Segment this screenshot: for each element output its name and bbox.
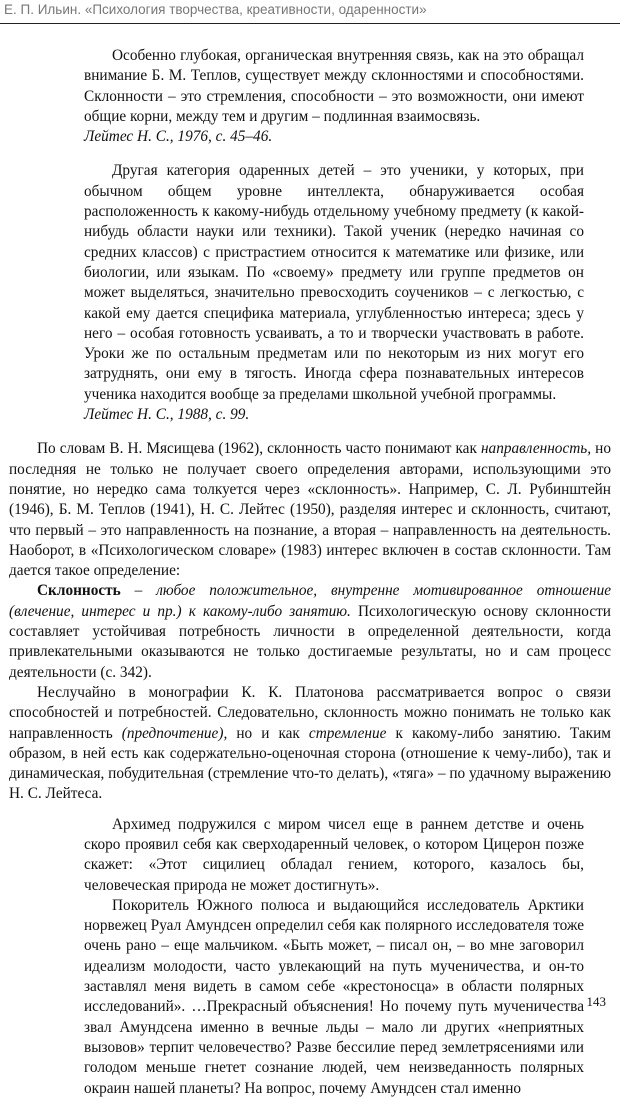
running-header: Е. П. Ильин. «Психология творчества, креативности, одаренности» <box>0 0 620 24</box>
quote-1-citation: Лейтес Н. С., 1976, с. 45–46. <box>84 128 273 146</box>
paragraph-platonov: Неслучайно в монографии К. К. Платонова рассматривается вопрос о связи способностей и потребностей. Следовательно, склонность можно понимать не только как направленность (предпочтение), но и как стремление к какому-либо занятию. Таким образом, в ней есть как содержательно-оценочная сторона (отношение к чему-либо), так и динамическая, побудительная (стремление что-то делать), «тяга» – по удачному выражению Н. С. Лейтеса. <box>9 683 611 803</box>
quote-2-text: Другая категория одаренных детей – это ученики, у которых, при обычном общем уровне интеллекта, обнаруживается особая расположенность к какому-нибудь отдельному учебному предмету (к какой-нибудь области науки или техники). Такой ученик (нередко начиная со средних классов) с пристрастием относится к математике или физике, или биологии, или языкам. По «своему» предмету или группе предметов он может выделяться, значительно превосходить соучеников – с легкостью, с какой ему дается специфика материала, углубленностью интереса; здесь у него – особая готовность усваивать, а то и творчески участвовать в работе. Уроки же по остальным предметам или по некоторым из них могут его затруднять, они ему в тягость. Иногда сфера познавательных интересов ученика находится вообще за пределами школьной учебной программы. <box>84 162 584 403</box>
definition-term: Склонность <box>37 582 121 600</box>
quote-3-amundsen: Покоритель Южного полюса и выдающийся исследователь Арктики норвежец Руал Амундсен определил себя как полярного исследователя тоже очень рано – еще мальчиком. «Быть может, – писал он, – во мне заговорил идеализм молодости, часто увлекающий на путь мученичества, и он-то заставлял меня видеть в самом себе «крестоносца» в области полярных исследований». …Прекрасный объяснения! Но почему путь мученичества звал Амундсена именно в вечные льды – мало ли других «неприятных вызовов» терпит человечество? Разве бессилие перед землетрясениями или голодом меньше гнетет сознание людей, чем неизведанность полярных окраин нашей планеты? На вопрос, почему Амундсен стал именно <box>84 896 584 1097</box>
quote-block-2 <box>84 161 584 425</box>
page-number: 143 <box>586 994 606 1009</box>
page-content <box>9 46 611 1099</box>
quote-2-citation: Лейтес Н. С., 1988, с. 99. <box>84 406 250 424</box>
quote-block-1 <box>84 46 584 147</box>
quote-block-3 <box>84 815 584 1099</box>
paragraph-myasishchev: По словам В. Н. Мясищева (1962), склонность часто понимают как направленность, но последняя не только не получает своего определения авторами, использующими это понятие, но нередко сама толкуется через «склонность». Например, С. Л. Рубинштейн (1946), Б. М. Теплов (1941), Н. С. Лейтес (1950), разделяя интерес и склонность, считают, что первый – это направленность на познание, а вторая – направленность на деятельность. Наоборот, в «Психологическом словаре» (1983) интерес включен в состав склонности. Там дается такое определение: <box>9 440 611 580</box>
quote-1-text: Особенно глубокая, органическая внутренняя связь, как на это обращал внимание Б. М. Теплов, существует между склонностями и способностями. Склонности – это стремления, способности – это возможности, они имеют общие корни, между тем и другим – подлинная взаимосвязь. <box>84 47 584 125</box>
definition-paragraph: Склонность – любое положительное, внутренне мотивированное отношение (влечение, интерес и пр.) к какому-либо занятию. Психологическую основу склонности составляет устойчивая потребность личности в определенной деятельности, когда привлекательными оказываются не только достигаемые результаты, но и сам процесс деятельности (с. 342). <box>9 582 612 681</box>
body-text <box>9 439 611 804</box>
quote-3-archimedes: Архимед подружился с миром чисел еще в раннем детстве и очень скоро проявил себя как сверходаренный человек, о котором Цицерон позже скажет: «Этот сицилиец обладал гением, которого, казалось бы, человеческая природа не может достигнуть». <box>84 815 584 894</box>
